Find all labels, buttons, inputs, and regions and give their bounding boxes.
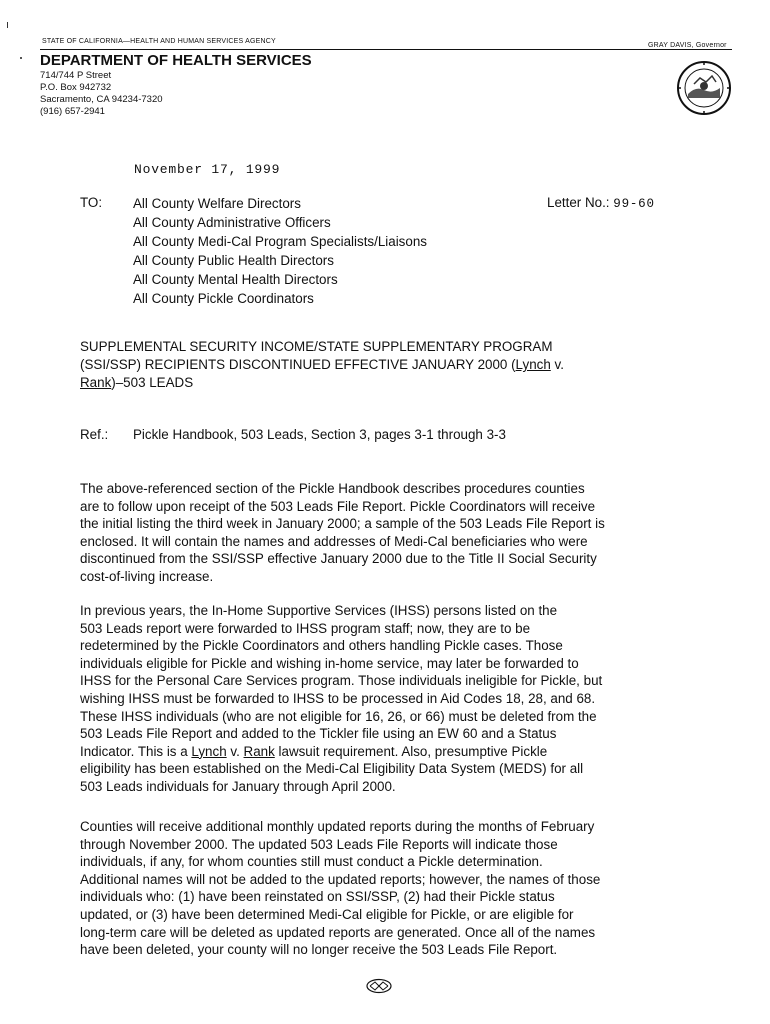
- recipient-item: All County Mental Health Directors: [133, 272, 338, 287]
- body-line: wishing IHSS must be forwarded to IHSS to be processed in Aid Codes 18, 28, and 68.: [80, 690, 596, 706]
- letter-number-value: 99-60: [613, 197, 655, 211]
- case-name-lynch: Lynch: [191, 743, 227, 759]
- recipient-item: All County Welfare Directors: [133, 196, 301, 211]
- paragraph-1: [80, 480, 605, 586]
- body-line: Additional names will not be added to the updated reports; however, the names of those: [80, 871, 601, 887]
- body-line: cost-of-living increase.: [80, 568, 214, 584]
- body-line: are to follow upon receipt of the 503 Leads File Report. Pickle Coordinators will receive: [80, 498, 596, 514]
- body-text: lawsuit requirement. Also, presumptive Pickle: [274, 743, 548, 759]
- recipient-item: All County Administrative Officers: [133, 215, 331, 230]
- body-line: These IHSS individuals (who are not eligible for 16, 26, or 66) must be deleted from the: [80, 708, 597, 724]
- body-line: Counties will receive additional monthly updated reports during the months of February: [80, 819, 595, 834]
- letter-number: [547, 194, 655, 214]
- body-line: eligibility has been established on the Medi-Cal Eligibility Data System (MEDS) for all: [80, 761, 584, 777]
- letter-number-label: Letter No.:: [547, 195, 610, 210]
- address-line: Sacramento, CA 94234-7320: [40, 94, 163, 105]
- body-line: [80, 743, 602, 761]
- governor-line: GRAY DAVIS, Governor: [648, 42, 727, 49]
- body-line: In previous years, the In-Home Supportive Services (IHSS) persons listed on the: [80, 603, 558, 618]
- letter-date: November 17, 1999: [134, 162, 281, 177]
- body-line: discontinued from the SSI/SSP effective January 2000 due to the Title II Social Security: [80, 551, 597, 567]
- body-text: v.: [226, 743, 244, 759]
- ref-text: Pickle Handbook, 503 Leads, Section 3, pages 3-1 through 3-3: [133, 427, 506, 442]
- subject-line: SUPPLEMENTAL SECURITY INCOME/STATE SUPPLEMENTARY PROGRAM: [80, 339, 553, 354]
- body-line: enclosed. It will contain the names and addresses of Medi-Cal beneficiaries who were: [80, 533, 588, 549]
- recipient-item: All County Public Health Directors: [133, 253, 334, 268]
- body-line: individuals eligible for Pickle and wishing in-home service, may later be forwarded to: [80, 655, 579, 671]
- subject-text: )–503 LEADS: [111, 375, 194, 390]
- body-line: through November 2000. The updated 503 Leads File Reports will indicate those: [80, 836, 558, 852]
- body-line: individuals who: (1) have been reinstated on SSI/SSP, (2) had their Pickle status: [80, 889, 555, 905]
- address-line: (916) 657-2941: [40, 106, 105, 117]
- recipient-item: All County Pickle Coordinators: [133, 291, 314, 306]
- body-line: long-term care will be deleted as updated reports are generated. Once all of the names: [80, 924, 596, 940]
- scan-speck: [20, 57, 22, 59]
- body-line: redetermined by the Pickle Coordinators and others handling Pickle cases. Those: [80, 638, 563, 654]
- body-line: 503 Leads File Report and added to the Tickler file using an EW 60 and a Status: [80, 726, 557, 742]
- subject-line: [80, 374, 564, 392]
- body-text: Indicator. This is a: [80, 743, 192, 759]
- subject-line: [80, 356, 564, 374]
- agency-line: STATE OF CALIFORNIA—HEALTH AND HUMAN SERVICES AGENCY: [42, 38, 276, 45]
- case-name-rank: Rank: [80, 375, 112, 390]
- scan-speck: [7, 22, 8, 28]
- case-name-lynch: Lynch: [515, 357, 551, 372]
- body-line: IHSS for the Personal Care Services program. Those individuals ineligible for Pickle, but: [80, 673, 603, 689]
- recycled-paper-icon: [366, 978, 392, 994]
- letterhead-rule: [40, 49, 732, 50]
- department-name: DEPARTMENT OF HEALTH SERVICES: [40, 52, 312, 69]
- paragraph-2: [80, 602, 602, 796]
- state-seal-icon: [676, 60, 732, 116]
- body-line: 503 Leads individuals for January through April 2000.: [80, 778, 396, 794]
- subject-heading: [80, 338, 564, 392]
- ref-label: Ref.:: [80, 427, 109, 442]
- case-name-rank: Rank: [243, 743, 275, 759]
- body-line: updated, or (3) have been determined Medi-Cal eligible for Pickle, or are eligible for: [80, 906, 574, 922]
- recipient-item: All County Medi-Cal Program Specialists/Liaisons: [133, 234, 427, 249]
- paragraph-3: [80, 818, 600, 959]
- subject-text: (SSI/SSP) RECIPIENTS DISCONTINUED EFFECTIVE JANUARY 2000 (: [80, 357, 516, 372]
- to-label: TO:: [80, 195, 103, 210]
- recipient-list: [133, 194, 427, 308]
- department-address: [40, 70, 163, 118]
- body-line: individuals, if any, for whom counties still must conduct a Pickle determination.: [80, 854, 543, 870]
- address-line: 714/744 P Street: [40, 70, 112, 81]
- address-line: P.O. Box 942732: [40, 82, 112, 93]
- subject-text: v.: [550, 357, 564, 372]
- body-line: have been deleted, your county will no longer receive the 503 Leads File Report.: [80, 942, 558, 958]
- body-line: 503 Leads report were forwarded to IHSS program staff; now, they are to be: [80, 620, 531, 636]
- body-line: The above-referenced section of the Pickle Handbook describes procedures counties: [80, 481, 585, 496]
- body-line: the initial listing the third week in January 2000; a sample of the 503 Leads File Report is: [80, 516, 605, 532]
